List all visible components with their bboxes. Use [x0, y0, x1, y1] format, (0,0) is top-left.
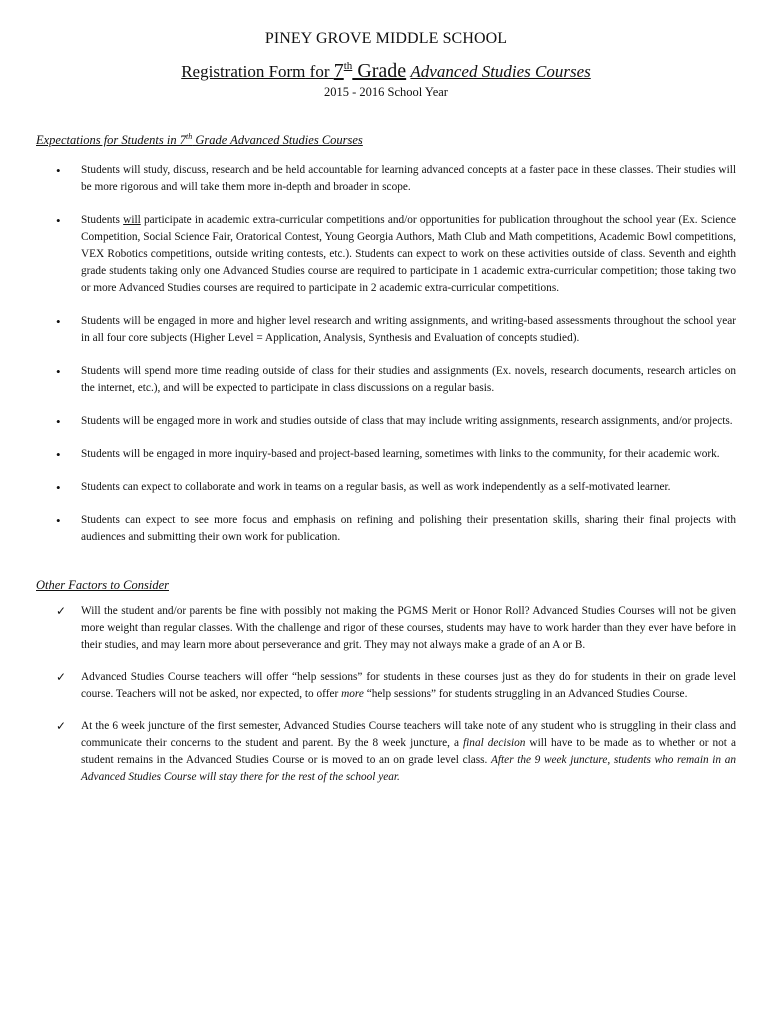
form-title — [36, 60, 736, 83]
list-item-emphasis: After the 9 week juncture, students who remain in an Advanced Studies Course will stay there for the rest of the school year. — [81, 754, 736, 783]
title-grade-num: 7 — [333, 60, 344, 82]
title-part1: Registration Form — [181, 62, 306, 81]
list-item-text: Students will study, discuss, research and be held accountable for learning advanced concepts at a faster pace in these classes. Their studies will be more rigorous and will take them more in-depth and broader in scope. — [81, 164, 736, 193]
list-item-text: “help sessions” for students struggling in an Advanced Studies Course. — [363, 688, 688, 700]
list-item-text: Students — [81, 214, 124, 226]
list-item-text: Will the student and/or parents be fine with possibly not making the PGMS Merit or Honor Roll? Advanced Studies Courses will not be given more weight than regular classes. With the challenge and rigor of these courses, students may have to work harder than they ever have before in their studies, and may learn more about perseverance and grit. They may not always make a grade of an A or B. — [81, 605, 736, 651]
checkmark-icon: ✓ — [56, 719, 67, 733]
list-item-text: Students will be engaged in more inquiry-based and project-based learning, sometimes with links to the community, for their academic work. — [81, 448, 720, 460]
list-item-text: Students will be engaged more in work and studies outside of class that may include writing assignments, research assignments, and/or projects. — [81, 415, 733, 427]
list-item — [36, 363, 736, 397]
list-item-text: Students can expect to see more focus and emphasis on refining and polishing their presentation skills, sharing their final projects with audiences and submitting their own work for publication. — [81, 514, 736, 543]
list-item — [36, 479, 736, 496]
bullet-dot-icon: • — [56, 480, 61, 495]
expectations-heading-text-2: Grade Advanced Studies Courses — [192, 133, 363, 147]
school-year: 2015 - 2016 School Year — [324, 85, 448, 99]
bullet-dot-icon: • — [56, 163, 61, 178]
other-factors-list — [36, 603, 736, 786]
bullet-dot-icon: • — [56, 213, 61, 228]
title-grade-sup: th — [343, 60, 353, 72]
list-item-text: Advanced Studies Course teachers will offer “help sessions” for students in these courses just as they do for students in their on grade level course. Teachers will not be asked, nor expected, to offer — [81, 671, 736, 700]
list-item — [36, 512, 736, 546]
bullet-dot-icon: • — [56, 314, 61, 329]
title-part3: Advanced Studies Courses — [410, 62, 591, 81]
list-item-text: will have to be made as to whether or not a student remains in the Advanced Studies Course or is moved to an on grade level class. — [81, 737, 736, 766]
checkmark-icon: ✓ — [56, 670, 67, 684]
list-item-text: Students will spend more time reading outside of class for their studies and assignments (Ex. novels, research documents, research articles on the internet, etc.), and will be expected to participate in class discussions on a regular basis. — [81, 365, 736, 394]
list-item — [36, 413, 736, 430]
list-item — [36, 718, 736, 786]
list-item — [36, 313, 736, 347]
list-item-text: participate in academic extra-curricular competitions and/or opportunities for publication throughout the school year (Ex. Science Competition, Social Science Fair, Oratorical Contest, Young Georgia Authors, Math Club and Math competitions, Academic Bowl competitions, VEX Robotics competitions, outside writing contests, etc.). Students can expect to work on these activities outside of class. Seventh and eighth grade students taking only one Advanced Studies course are required to participate in 1 academic extra-curricular competition; those taking two or more Advanced Studies courses are required to participate in 2 academic extra-curricular competitions. — [81, 214, 736, 294]
list-item — [36, 212, 736, 297]
title-grade-word: Grade — [352, 60, 407, 82]
list-item-emphasis: more — [341, 688, 364, 700]
expectations-list — [36, 162, 736, 546]
list-item-text: At the 6 week juncture of the first semester, Advanced Studies Course teachers will take note of any student who is struggling in their class and communicate their concerns to the student and parent. By the 8 week juncture, a — [81, 720, 736, 749]
expectations-heading-sup: th — [185, 132, 193, 141]
title-part2: for — [305, 62, 334, 81]
list-item-emphasis: final decision — [463, 737, 526, 749]
school-name: PINEY GROVE MIDDLE SCHOOL — [264, 30, 508, 47]
list-item-underlined: will — [123, 214, 141, 226]
list-item-text: Students can expect to collaborate and work in teams on a regular basis, as well as work independently as a self-motivated learner. — [81, 481, 671, 493]
expectations-heading-text: Expectations for Students in 7 — [36, 133, 186, 147]
bullet-dot-icon: • — [56, 513, 61, 528]
list-item — [36, 162, 736, 196]
bullet-dot-icon: • — [56, 447, 61, 462]
list-item — [36, 603, 736, 654]
list-item — [36, 446, 736, 463]
checkmark-icon: ✓ — [56, 604, 67, 618]
list-item-text: Students will be engaged in more and higher level research and writing assignments, and writing-based assessments throughout the school year in all four core subjects (Higher Level = Application, Analysis, Synthesis and Evaluation of concepts studied). — [81, 315, 736, 344]
bullet-dot-icon: • — [56, 414, 61, 429]
bullet-dot-icon: • — [56, 364, 61, 379]
list-item — [36, 669, 736, 703]
other-factors-heading: Other Factors to Consider — [36, 578, 169, 592]
expectations-heading — [36, 132, 736, 148]
